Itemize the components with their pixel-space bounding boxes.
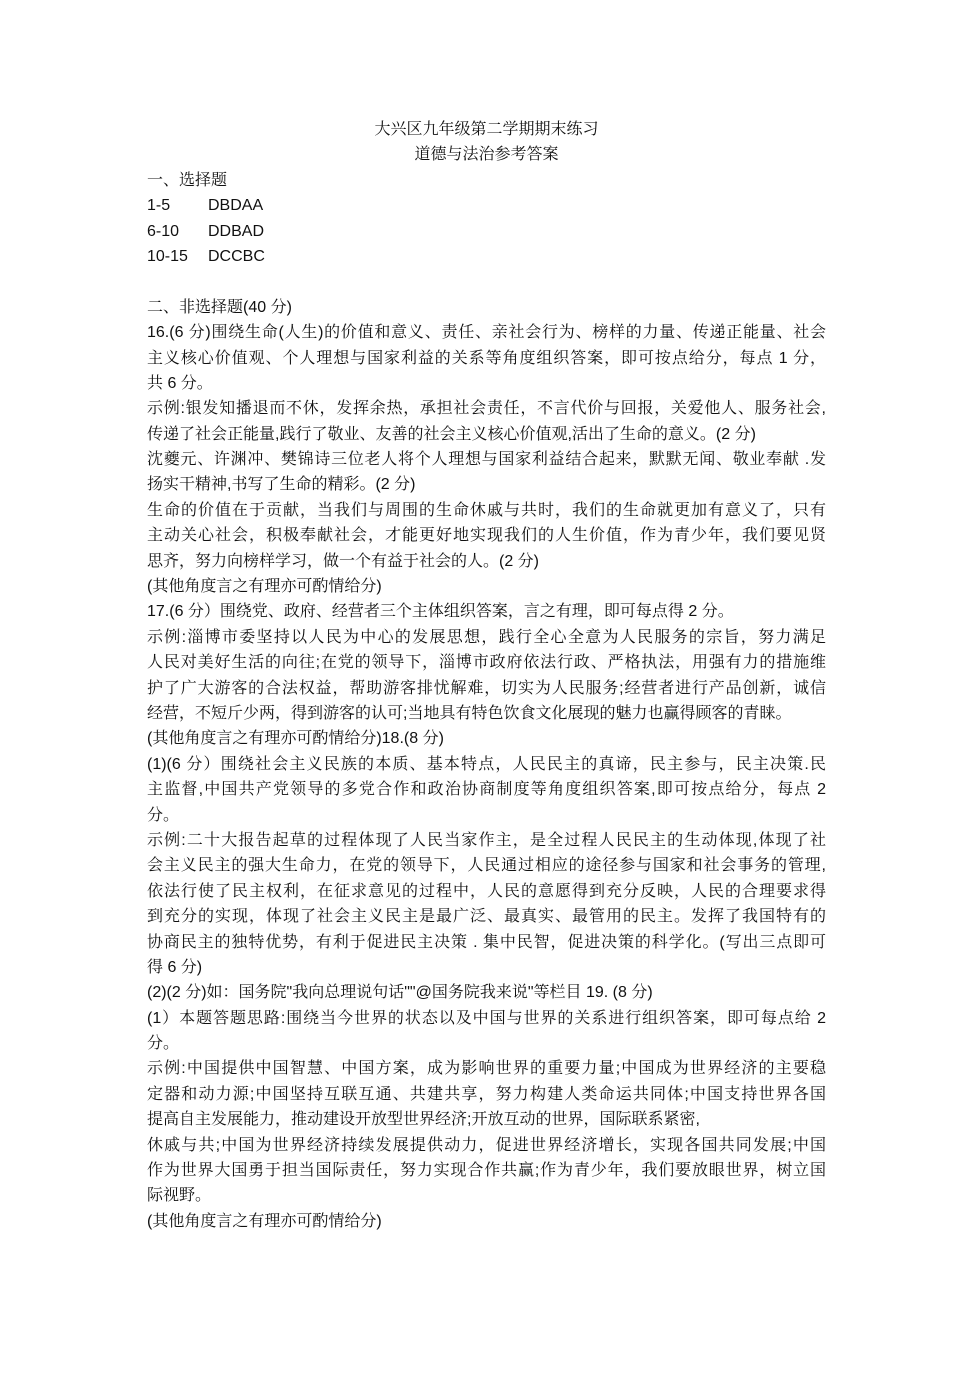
document-subtitle: 道德与法治参考答案 [414,146,559,164]
answer-letters: DCCBC [208,247,265,265]
text-line: (1）本题答题思路:围绕当今世界的状态以及中国与世界的关系进行组织答案，即可每点给 2 [147,1009,826,1027]
question-range: 10-15 [147,247,188,265]
text-line: 定器和动力源;中国坚持互联互通、共建共享，努力构建人类命运共同体;中国支持世界各国 [147,1085,826,1103]
text-line: (其他角度言之有理亦可酌情给分) [147,578,382,596]
paragraph [147,396,826,447]
text-line: (2)(2 分)如：国务院"我向总理说句话""@国务院我来说"等栏目 19. (8 分) [147,984,653,1002]
text-line: 16.(6 分)围绕生命(人生)的价值和意义、责任、亲社会行为、榜样的力量、传递正能量、社会 [147,324,826,342]
text-line: 休戚与共;中国为世界经济持续发展提供动力，促进世界经济增长，实现各国共同发展;中国 [147,1136,826,1154]
text-line: 分。 [147,1035,180,1053]
paragraph [147,752,826,828]
text-line: 生命的价值在于贡献，当我们与周围的生命休戚与共时，我们的生命就更加有意义了，只有 [147,501,826,519]
text-line: 作为世界大国勇于担当国际责任，努力实现合作共赢;作为青少年，我们要放眼世界，树立国 [147,1162,826,1180]
section-heading-choice: 一、选择题 [147,171,228,189]
text-line: 示例:银发知播退而不休，发挥余热，承担社会责任，不言代价与回报，关爱他人、服务社会, [147,400,826,418]
text-line: (其他角度言之有理亦可酌情给分)18.(8 分) [147,730,444,748]
text-line: 得 6 分) [147,958,203,976]
text-line: 示例:二十大报告起草的过程体现了人民当家作主，是全过程人民民主的生动体现,体现了社 [147,831,826,849]
text-line: 会主义民主的强大生命力，在党的领导下，人民通过相应的途径参与国家和社会事务的管理, [147,857,826,875]
text-line: 分。 [147,806,180,824]
text-line: 协商民主的独特优势，有利于促进民主决策 . 集中民智，促进决策的科学化。(写出三点即可 [147,933,826,951]
paragraph [147,1133,826,1209]
text-line: 人民对美好生活的向往;在党的领导下，淄博市政府依法行政、严格执法，用强有力的措施维 [147,654,826,672]
text-line: 沈夔元、许渊冲、樊锦诗三位老人将个人理想与国家利益结合起来，默默无闻、敬业奉献 .发 [147,451,826,469]
text-line: 主监督,中国共产党领导的多党合作和政治协商制度等角度组织答案,即可按点给分，每点 2 [147,781,826,799]
text-line: 共 6 分。 [147,374,213,392]
paragraph [147,726,826,751]
paragraph [147,1056,826,1132]
text-line: (其他角度言之有理亦可酌情给分) [147,1212,382,1230]
paragraph [147,320,826,396]
text-line: 示例:淄博市委坚持以人民为中心的发展思想，践行全心全意为人民服务的宗旨，努力满足 [147,628,826,646]
question-range: 1-5 [147,197,171,215]
paragraph [147,980,826,1005]
spacer [147,269,826,294]
answer-letters: DBDAA [208,197,264,215]
answer-row [147,219,826,244]
text-line: 思齐，努力向榜样学习，做一个有益于社会的人。(2 分) [147,552,540,570]
section-heading-nonchoice: 二、非选择题(40 分) [147,298,292,316]
answer-letters: DDBAD [208,222,265,240]
text-line: 依法行使了民主权利，在征求意见的过程中，人民的意愿得到充分反映，人民的合理要求得 [147,882,826,900]
answer-row [147,244,826,269]
answer-document [147,117,826,1234]
paragraph [147,828,826,980]
text-line: 17.(6 分）围绕党、政府、经营者三个主体组织答案，言之有理，即可每点得 2 分。 [147,603,734,621]
paragraph [147,599,826,624]
text-line: 提高自主发展能力，推动建设开放型世界经济;开放互动的世界，国际联系紧密, [147,1111,700,1129]
paragraph [147,498,826,574]
text-line: 主义核心价值观、个人理想与国家利益的关系等角度组织答案，即可按点给分，每点 1 分， [147,349,826,367]
document-title: 大兴区九年级第二学期期末练习 [374,121,599,138]
text-line: 到充分的实现，体现了社会主义民主是最广泛、最真实、最管用的民主。发挥了我国特有的 [147,908,826,926]
text-line: 主动关心社会，积极奉献社会，才能更好地实现我们的人生价值，作为青少年，我们要见贤 [147,527,826,545]
paragraph [147,447,826,498]
paragraph [147,1209,826,1234]
text-line: 扬实干精神,书写了生命的精彩。(2 分) [147,476,416,494]
answer-row [147,193,826,218]
answer-paragraphs [147,320,826,1234]
paragraph [147,1006,826,1057]
paragraph [147,625,826,727]
text-line: (1)(6 分）围绕社会主义民族的本质、基本特点，人民民主的真谛，民主参与，民主决策.民 [147,755,826,773]
text-line: 经营，不短斤少两，得到游客的认可;当地具有特色饮食文化展现的魅力也赢得顾客的青睐。 [147,704,792,722]
paragraph [147,574,826,599]
choice-answers [147,193,826,269]
question-range: 6-10 [147,222,180,240]
text-line: 示例:中国提供中国智慧、中国方案，成为影响世界的重要力量;中国成为世界经济的主要稳 [147,1060,826,1078]
text-line: 传递了社会正能量,践行了敬业、友善的社会主义核心价值观,活出了生命的意义。(2 分) [147,425,756,443]
text-line: 际视野。 [147,1187,212,1205]
text-line: 护了广大游客的合法权益，帮助游客排忧解难，切实为人民服务;经营者进行产品创新，诚信 [147,679,826,697]
